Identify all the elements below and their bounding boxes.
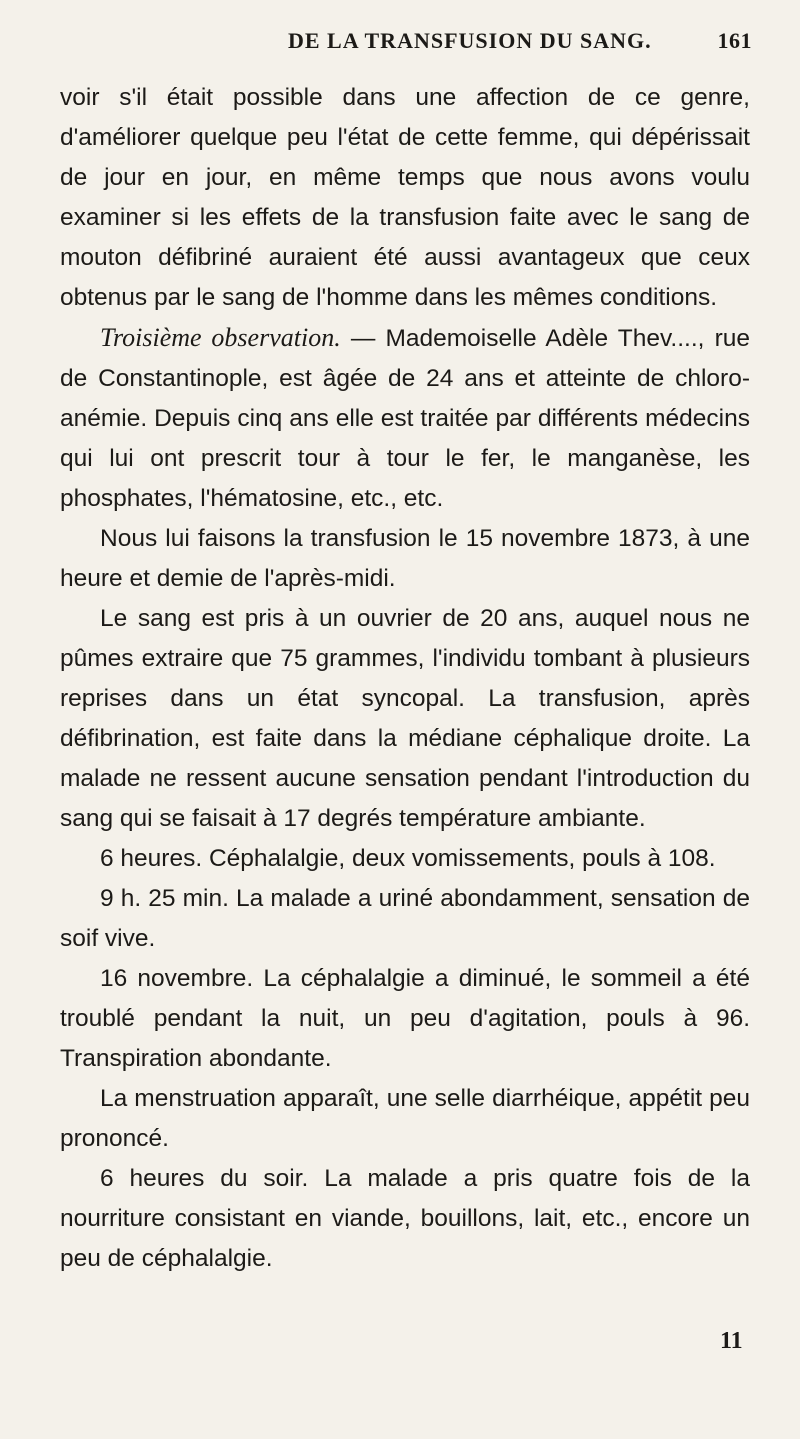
paragraph-text: Le sang est pris à un ouvrier de 20 ans, auquel nous ne pûmes extraire que 75 grammes, l'individu tombant à plusieurs reprises dans un état syncopal. La transfusion, après défibrination, est faite dans la médiane céphalique droite. La malade ne ressent aucune sensation pendant l'introduction du sang qui se faisait à 17 degrés température ambiante.	[60, 605, 750, 832]
observation-heading: Troisième observation.	[100, 323, 341, 352]
body-text	[60, 78, 750, 1279]
paragraph-text: voir s'il était possible dans une affection de ce genre, d'améliorer quelque peu l'état de cette femme, qui dépérissait de jour en jour, en même temps que nous avons voulu examiner si les effets de la transfusion faite avec le sang de mouton défibriné auraient été aussi avantageux que ceux obtenus par le sang de l'homme dans les mêmes conditions.	[60, 84, 750, 311]
paragraph-text: Nous lui faisons la transfusion le 15 novembre 1873, à une heure et demie de l'après-midi.	[60, 525, 750, 592]
paragraph-text: La menstruation apparaît, une selle diarrhéique, appétit peu prononcé.	[60, 1085, 750, 1152]
paragraph-text: 6 heures. Céphalalgie, deux vomissements, pouls à 108.	[100, 845, 716, 872]
paragraph-text: 9 h. 25 min. La malade a uriné abondamment, sensation de soif vive.	[60, 885, 750, 952]
paragraph-continuation	[60, 78, 750, 318]
paragraph-text: — Mademoiselle Adèle Thev...., rue de Constantinople, est âgée de 24 ans et atteinte de chloro-anémie. Depuis cinq ans elle est traitée par différents médecins qui lui ont prescrit tour à tour le fer, le manganèse, les phosphates, l'hématosine, etc., etc.	[60, 325, 750, 512]
running-title: DE LA TRANSFUSION DU SANG.	[288, 28, 652, 53]
paragraph-text: 6 heures du soir. La malade a pris quatre fois de la nourriture consistant en viande, bouillons, lait, etc., encore un peu de céphalalgie.	[60, 1165, 750, 1272]
paragraph-evening	[60, 1159, 750, 1279]
paragraph-transfusion-date	[60, 519, 750, 599]
signature-mark: 11	[720, 1328, 743, 1354]
paragraph-six-hours	[60, 839, 750, 879]
paragraph-sixteen-november	[60, 959, 750, 1079]
page-number: 161	[717, 28, 752, 53]
paragraph-third-observation	[60, 318, 750, 519]
paragraph-menstruation	[60, 1079, 750, 1159]
running-head	[92, 22, 752, 66]
paragraph-nine-hours	[60, 879, 750, 959]
paragraph-text: 16 novembre. La céphalalgie a diminué, le sommeil a été troublé pendant la nuit, un peu d'agitation, pouls à 96. Transpiration abondante.	[60, 965, 750, 1072]
paragraph-blood-donor	[60, 599, 750, 839]
